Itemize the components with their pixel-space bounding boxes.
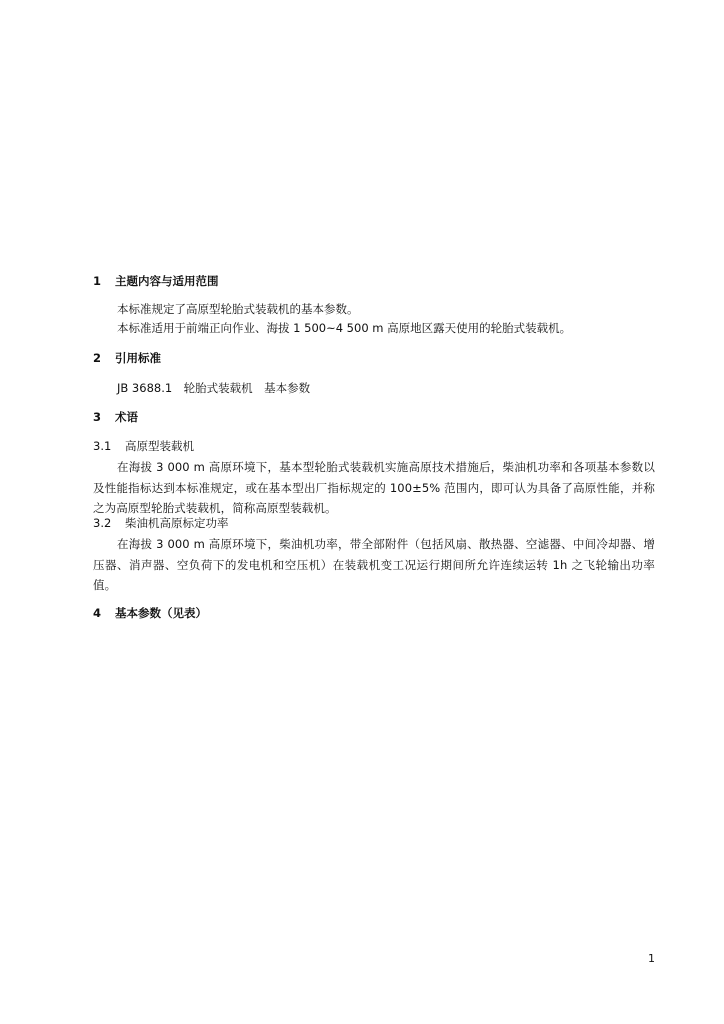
subsection-3-1-heading: [93, 439, 194, 453]
section-1-heading: [93, 274, 219, 288]
subsection-3-1-text: 在海拔 3 000 m 高原环境下，基本型轮胎式装载机实施高原技术措施后，柴油机功率和各项基本参数以及性能指标达到本标准规定，或在基本型出厂指标规定的 100±5% 范围内，即可认为具备了高原性能，并称之为高原型轮胎式装载机，简称高原型装载机。: [93, 460, 655, 515]
section-4-number: 4: [93, 606, 102, 620]
section-3-title: 术语: [115, 410, 138, 424]
section-2-reference: JB 3688.1 轮胎式装载机 基本参数: [117, 381, 311, 395]
subsection-3-2-text: 在海拔 3 000 m 高原环境下，柴油机功率，带全部附件（包括风扇、散热器、空滤器、中间冷却器、增压器、消声器、空负荷下的发电机和空压机）在装载机变工况运行期间所允许连续运转 1h 之飞轮输出功率值。: [93, 537, 655, 592]
subsection-3-2-heading: [93, 516, 229, 530]
section-1-paragraph-2: 本标准适用于前端正向作业、海拔 1 500~4 500 m 高原地区露天使用的轮胎式装载机。: [117, 321, 572, 335]
section-1-paragraph-1: 本标准规定了高原型轮胎式装载机的基本参数。: [117, 302, 359, 316]
page-number: 1: [648, 952, 655, 965]
section-2-title: 引用标准: [115, 351, 161, 365]
section-4-title: 基本参数（见表）: [115, 606, 207, 620]
subsection-3-2-title: 柴油机高原标定功率: [125, 516, 229, 530]
section-2-number: 2: [93, 351, 102, 365]
section-1-title: 主题内容与适用范围: [115, 274, 219, 288]
subsection-3-1-title: 高原型装载机: [125, 439, 194, 453]
section-4-heading: [93, 606, 207, 620]
section-2-heading: [93, 351, 161, 365]
subsection-3-1-number: 3.1: [93, 439, 112, 453]
section-1-number: 1: [93, 274, 102, 288]
section-3-number: 3: [93, 410, 102, 424]
subsection-3-2-number: 3.2: [93, 516, 112, 530]
section-3-heading: [93, 410, 138, 424]
